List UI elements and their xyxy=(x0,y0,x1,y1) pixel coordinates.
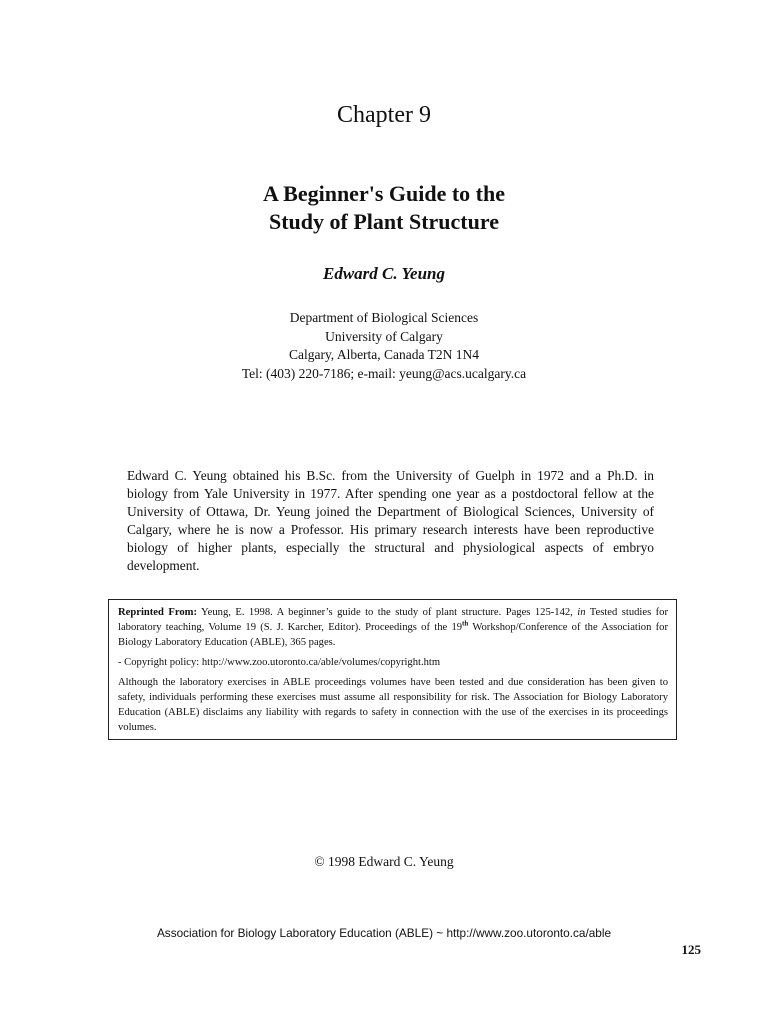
safety-disclaimer: Although the laboratory exercises in ABLE proceedings volumes have been tested and due consideration has been given to safety, individuals performing these exercises must assume all responsibility for risk. The Association for Biology Laboratory Education (ABLE) disclaims any liability with regards to safety in connection with the use of the exercises in its proceedings volumes. xyxy=(118,677,668,733)
author-bio: Edward C. Yeung obtained his B.Sc. from the University of Guelph in 1972 and a Ph.D. in biology from Yale University in 1977. After spending one year as a postdoctoral fellow at the University of Ottawa, Dr. Yeung joined the Department of Biological Sciences, University of Calgary, where he is now a Professor. His primary research interests have been reproductive biology of higher plants, especially the structural and physiological aspects of embryo development. xyxy=(127,468,654,574)
title-line-1: A Beginner's Guide to the xyxy=(262,181,505,206)
affiliation-university: University of Calgary xyxy=(325,328,443,344)
affiliation-contact: Tel: (403) 220-7186; e-mail: yeung@acs.ucalgary.ca xyxy=(241,365,527,381)
citation-part-a: Yeung, E. 1998. A beginner’s guide to the study of plant structure. Pages 125-142, xyxy=(197,607,578,618)
author-name: Edward C. Yeung xyxy=(322,264,446,283)
page-footer: Association for Biology Laboratory Education (ABLE) ~ http://www.zoo.utoronto.ca/able xyxy=(156,926,612,940)
citation-part-c: Workshop/Conference of the Association for Biology Laboratory Education (ABLE), 365 pages. xyxy=(118,622,668,648)
citation-superscript: th xyxy=(462,619,469,628)
citation-in: in xyxy=(577,607,586,618)
affiliation-department: Department of Biological Sciences xyxy=(289,310,479,325)
document-title xyxy=(0,180,768,236)
copyright-line: © 1998 Edward C. Yeung xyxy=(314,854,454,869)
reprint-label: Reprinted From: xyxy=(118,607,197,618)
affiliation-address: Calgary, Alberta, Canada T2N 1N4 xyxy=(288,347,480,362)
reprint-notice-box xyxy=(108,599,677,740)
citation-part-b: Tested studies for laboratory teaching, Volume 19 (S. J. Karcher, Editor). Proceedings of the 19 xyxy=(118,607,668,633)
chapter-heading: Chapter 9 xyxy=(337,102,431,128)
title-line-2: Study of Plant Structure xyxy=(269,209,499,234)
author-affiliation xyxy=(0,309,768,383)
reprint-citation xyxy=(118,605,668,650)
copyright-policy: - Copyright policy: http://www.zoo.utoronto.ca/able/volumes/copyright.htm xyxy=(118,657,441,668)
page-number: 125 xyxy=(681,942,701,957)
